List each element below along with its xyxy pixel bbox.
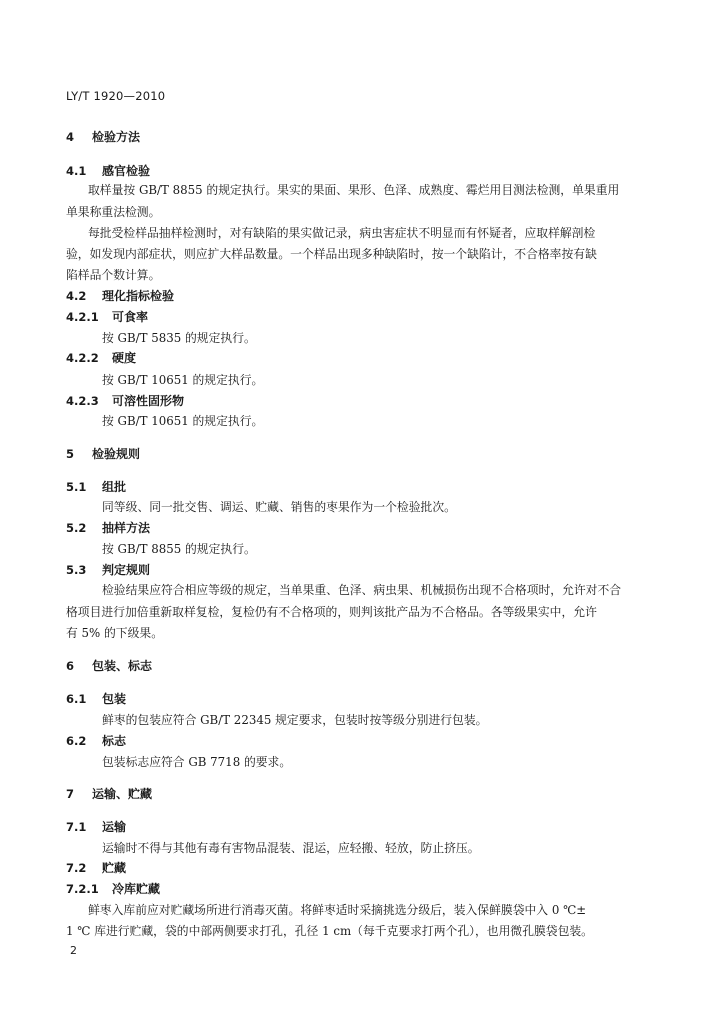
paragraph-line: 1 ℃ 库进行贮藏，袋的中部两侧要求打孔，孔径 1 cm（每千克要求打两个孔），也用微孔膜袋包装。: [66, 924, 593, 938]
section-number: 7.1: [66, 820, 87, 834]
paragraph-line: 按 GB/T 10651 的规定执行。: [102, 414, 264, 428]
section-heading-7-1: [66, 819, 126, 835]
paragraph-line: 运输时不得与其他有毒有害物品混装、混运，应轻搬、轻放，防止挤压。: [102, 841, 480, 855]
section-number: 4.2: [66, 289, 87, 303]
section-number: 4.1: [66, 164, 87, 178]
section-heading-7-2: [66, 860, 126, 876]
section-heading-4: [66, 129, 140, 145]
section-number: 5: [66, 447, 75, 461]
paragraph-line: 格项目进行加倍重新取样复检，复检仍有不合格项的，则判该批产品为不合格品。各等级果实中，允许: [66, 605, 597, 619]
section-heading-4-2-1: [66, 309, 148, 325]
section-title: 检验方法: [92, 130, 141, 144]
section-number: 5.3: [66, 563, 87, 577]
section-title: 判定规则: [102, 563, 151, 577]
section-number: 5.2: [66, 521, 87, 535]
section-title: 抽样方法: [102, 521, 151, 535]
section-title: 贮藏: [102, 861, 127, 875]
section-number: 4.2.1: [66, 310, 99, 324]
section-number: 7.2.1: [66, 882, 99, 896]
section-title: 包装、标志: [92, 659, 153, 673]
section-heading-6: [66, 658, 152, 674]
paragraph-line: 按 GB/T 8855 的规定执行。: [102, 542, 256, 556]
section-number: 4.2.2: [66, 351, 99, 365]
paragraph-line: 单果称重法检测。: [66, 205, 161, 219]
section-title: 理化指标检验: [102, 289, 175, 303]
paragraph-line: 鲜枣的包装应符合 GB/T 22345 规定要求，包装时按等级分别进行包装。: [102, 713, 488, 727]
section-title: 标志: [102, 734, 127, 748]
section-number: 6.1: [66, 692, 87, 706]
page-number: 2: [70, 944, 77, 957]
paragraph-line: 陷样品个数计算。: [66, 268, 161, 282]
section-title: 运输、贮藏: [92, 787, 153, 801]
paragraph-line: 包装标志应符合 GB 7718 的要求。: [102, 755, 292, 769]
section-number: 5.1: [66, 480, 87, 494]
paragraph-line: 每批受检样品抽样检测时，对有缺陷的果实做记录，病虫害症状不明显而有怀疑者，应取样解剖检: [88, 226, 596, 240]
paragraph-line: 按 GB/T 5835 的规定执行。: [102, 331, 256, 345]
section-title: 冷库贮藏: [112, 882, 161, 896]
section-heading-7-2-1: [66, 881, 160, 897]
section-heading-4-2-2: [66, 350, 136, 366]
section-heading-4-2: [66, 288, 174, 304]
section-heading-6-1: [66, 691, 126, 707]
section-number: 7.2: [66, 861, 87, 875]
section-title: 组批: [102, 480, 127, 494]
section-heading-6-2: [66, 733, 126, 749]
paragraph-line: 按 GB/T 10651 的规定执行。: [102, 373, 264, 387]
section-title: 检验规则: [92, 447, 141, 461]
section-title: 可溶性固形物: [112, 394, 185, 408]
section-number: 7: [66, 787, 75, 801]
paragraph-line: 同等级、同一批交售、调运、贮藏、销售的枣果作为一个检验批次。: [102, 500, 456, 514]
section-heading-7: [66, 786, 152, 802]
section-number: 6: [66, 659, 75, 673]
section-heading-4-1: [66, 163, 150, 179]
paragraph-line: 验，如发现内部症状，则应扩大样品数量。一个样品出现多种缺陷时，按一个缺陷计，不合格率按有缺: [66, 247, 597, 261]
section-title: 可食率: [112, 310, 149, 324]
paragraph-line: 取样量按 GB/T 8855 的规定执行。果实的果面、果形、色泽、成熟度、霉烂用目测法检测，单果重用: [88, 183, 620, 197]
section-title: 包装: [102, 692, 127, 706]
section-title: 感官检验: [102, 164, 151, 178]
section-heading-4-2-3: [66, 393, 184, 409]
paragraph-line: 检验结果应符合相应等级的规定，当单果重、色泽、病虫果、机械损伤出现不合格项时，允许对不合: [102, 583, 622, 597]
section-title: 运输: [102, 820, 127, 834]
section-heading-5-2: [66, 520, 150, 536]
paragraph-line: 鲜枣入库前应对贮藏场所进行消毒灭菌。将鲜枣适时采摘挑选分级后，装入保鲜膜袋中入 0 ℃±: [88, 903, 587, 917]
section-number: 6.2: [66, 734, 87, 748]
section-heading-5-1: [66, 479, 126, 495]
section-heading-5-3: [66, 562, 150, 578]
section-heading-5: [66, 446, 140, 462]
paragraph-line: 有 5% 的下级果。: [66, 626, 163, 640]
section-number: 4.2.3: [66, 394, 99, 408]
section-number: 4: [66, 130, 75, 144]
document-code: LY/T 1920—2010: [66, 89, 166, 103]
section-title: 硬度: [112, 351, 137, 365]
